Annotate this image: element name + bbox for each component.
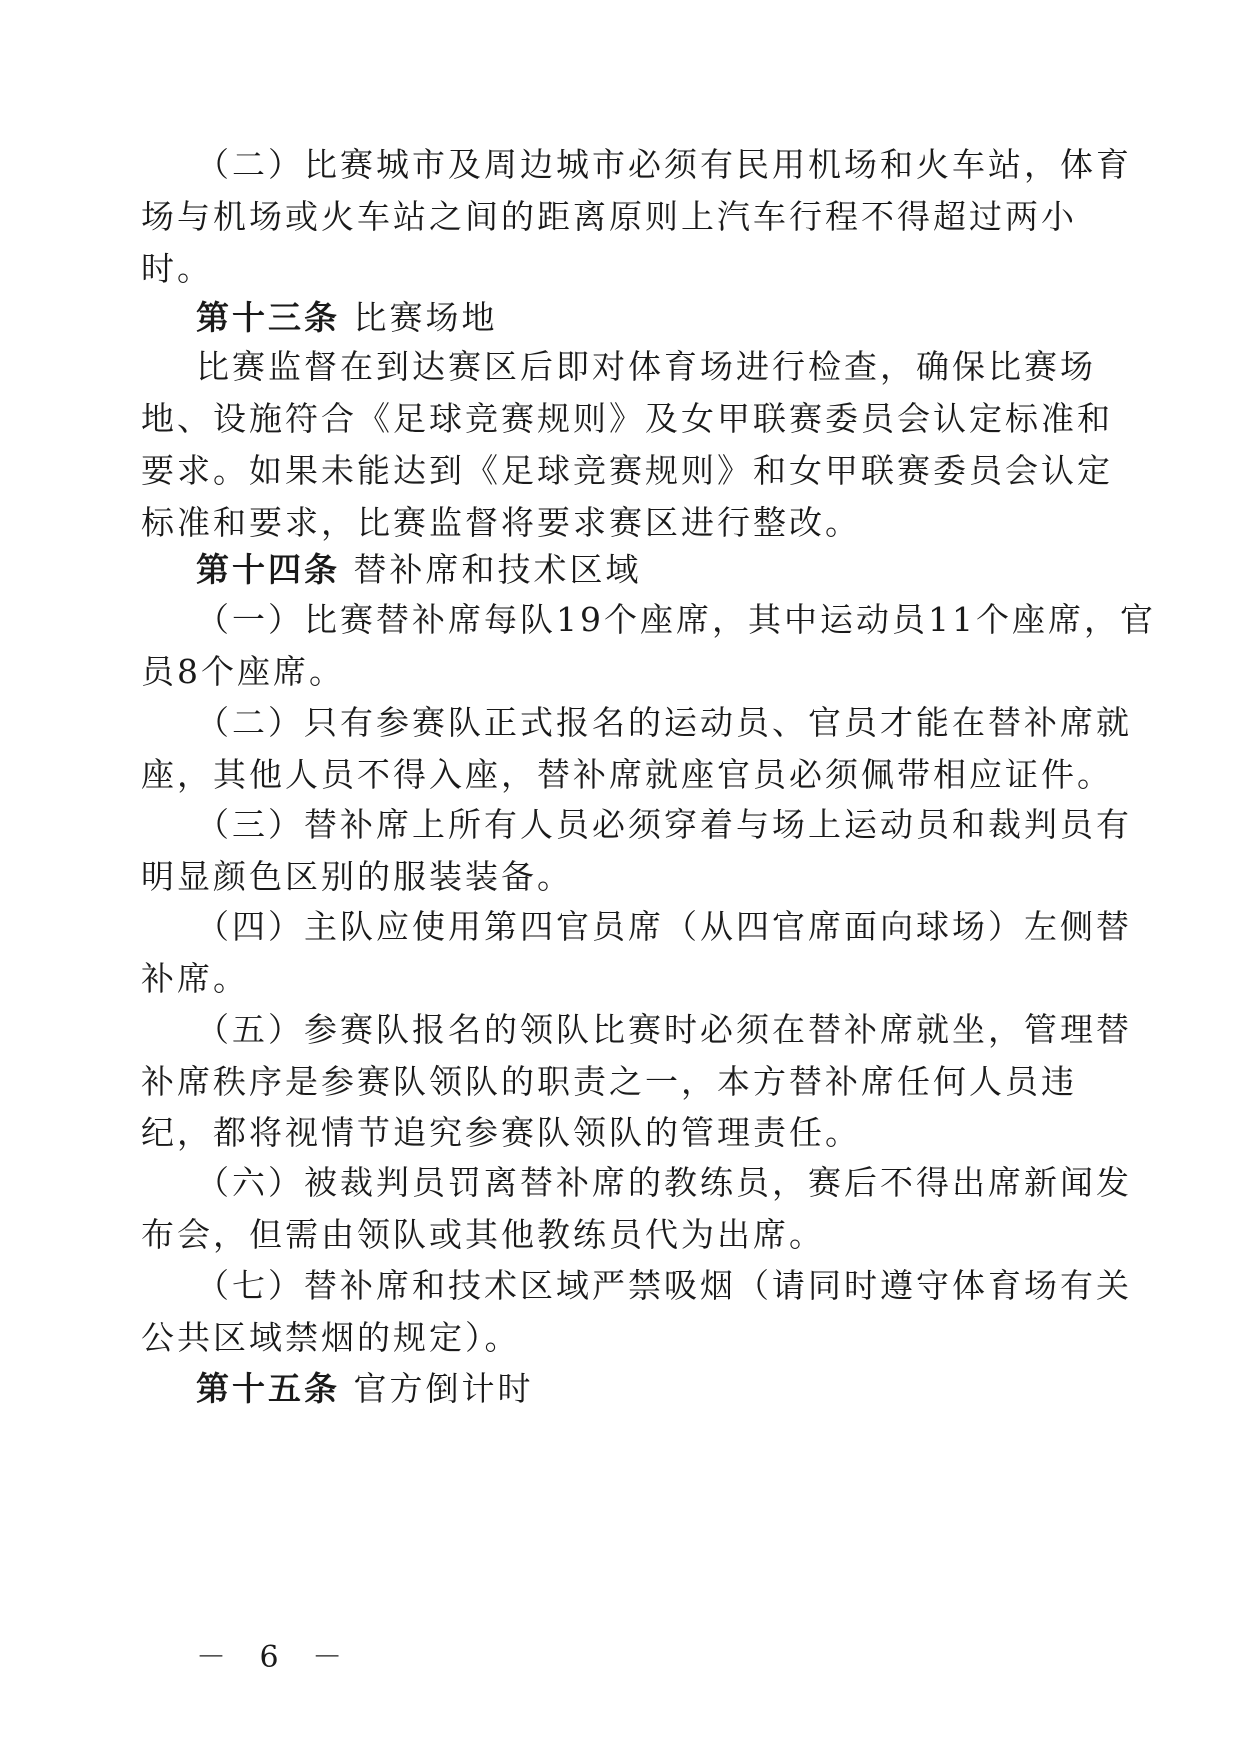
- item-line: 补席秩序是参赛队领队的职责之一，本方替补席任何人员违: [141, 1062, 1077, 1101]
- item-line: （五）参赛队报名的领队比赛时必须在替补席就坐，管理替: [196, 1010, 1132, 1049]
- paragraph-line: 时。: [141, 249, 213, 288]
- item-line: 补席。: [141, 959, 249, 998]
- article-title: 比赛场地: [353, 298, 498, 337]
- article-13-heading: [0, 298, 1241, 338]
- item-line: 布会，但需由领队或其他教练员代为出席。: [141, 1215, 825, 1254]
- item-line: （六）被裁判员罚离替补席的教练员，赛后不得出席新闻发: [196, 1163, 1132, 1202]
- article-title: 官方倒计时: [353, 1369, 534, 1408]
- article-label: 第十五条: [196, 1369, 340, 1408]
- item-line: 座，其他人员不得入座，替补席就座官员必须佩带相应证件。: [141, 755, 1113, 794]
- paragraph-line: 比赛监督在到达赛区后即对体育场进行检查，确保比赛场: [196, 347, 1096, 386]
- paragraph-line: 场与机场或火车站之间的距离原则上汽车行程不得超过两小: [141, 197, 1077, 236]
- page-number: － 6 －: [196, 1640, 355, 1675]
- paragraph-line: 地、设施符合《足球竞赛规则》及女甲联赛委员会认定标准和: [141, 399, 1113, 438]
- item-line: 纪，都将视情节追究参赛队领队的管理责任。: [141, 1113, 861, 1152]
- item-line: 员8个座席。: [141, 652, 345, 691]
- item-line: 公共区域禁烟的规定）。: [141, 1318, 521, 1357]
- paragraph-line: 要求。如果未能达到《足球竞赛规则》和女甲联赛委员会认定: [141, 451, 1113, 490]
- article-label: 第十三条: [196, 298, 340, 337]
- item-line: （一）比赛替补席每队19个座席，其中运动员11个座席，官: [196, 600, 1156, 639]
- item-line: （七）替补席和技术区域严禁吸烟（请同时遵守体育场有关: [196, 1266, 1132, 1305]
- item-line: 明显颜色区别的服装装备。: [141, 857, 573, 896]
- item-line: （三）替补席上所有人员必须穿着与场上运动员和裁判员有: [196, 805, 1132, 844]
- article-15-heading: [0, 1369, 1241, 1409]
- paragraph-line: （二）比赛城市及周边城市必须有民用机场和火车站，体育: [196, 145, 1132, 184]
- article-14-heading: [0, 550, 1241, 590]
- paragraph-line: 标准和要求，比赛监督将要求赛区进行整改。: [141, 503, 861, 542]
- item-line: （二）只有参赛队正式报名的运动员、官员才能在替补席就: [196, 703, 1132, 742]
- article-label: 第十四条: [196, 550, 340, 589]
- article-title: 替补席和技术区域: [353, 550, 642, 589]
- item-line: （四）主队应使用第四官员席（从四官席面向球场）左侧替: [196, 907, 1132, 946]
